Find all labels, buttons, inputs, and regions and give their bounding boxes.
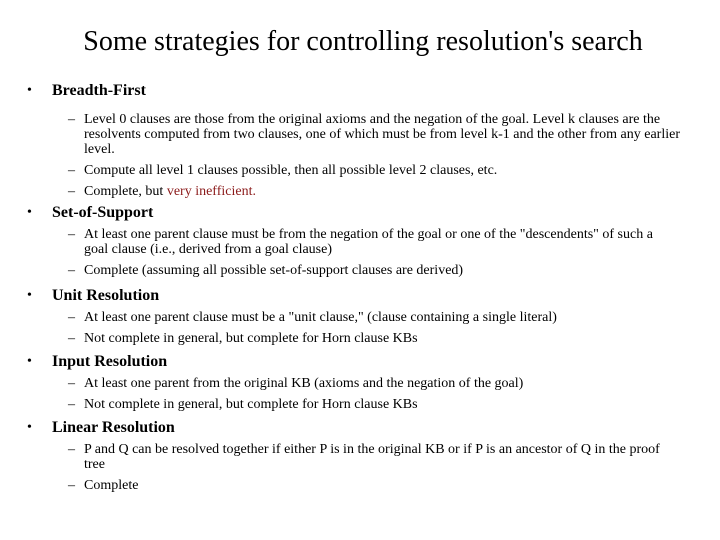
section-linear-resolution: [0, 417, 720, 499]
sub-item: – Complete: [68, 478, 139, 493]
section-input-resolution: [0, 351, 720, 418]
section-breadth-first: [0, 80, 720, 205]
sub-item: – At least one parent clause must be from the negation of the goal or one of the "descendents" of such a goal clause (i.e., derived from a goal clause): [68, 227, 653, 257]
sub-item: – Not complete in general, but complete for Horn clause KBs: [68, 331, 418, 346]
dash-icon: –: [68, 112, 75, 127]
sub-item: – Level 0 clauses are those from the original axioms and the negation of the goal. Level k clauses are the resolvents computed from two clauses, one of which must be from level k-1 and the other from any earlier level.: [68, 112, 680, 157]
dash-icon: –: [68, 310, 75, 325]
bullet-icon: •: [27, 354, 32, 369]
section-heading: Unit Resolution: [52, 287, 160, 304]
bullet-icon: •: [27, 205, 32, 220]
dash-icon: –: [68, 263, 75, 278]
sub-item: – Complete (assuming all possible set-of-support clauses are derived): [68, 263, 464, 278]
slide-title: Some strategies for controlling resolution's search: [83, 26, 643, 57]
sub-item: – At least one parent from the original KB (axioms and the negation of the goal): [68, 376, 524, 391]
dash-icon: –: [68, 184, 75, 199]
section-heading: Breadth-First: [52, 82, 146, 99]
section-heading: Input Resolution: [52, 353, 168, 370]
bullet-icon: •: [27, 420, 32, 435]
sub-item: – Not complete in general, but complete for Horn clause KBs: [68, 397, 418, 412]
bullet-icon: •: [27, 288, 32, 303]
dash-icon: –: [68, 478, 75, 493]
dash-icon: –: [68, 376, 75, 391]
dash-icon: –: [68, 331, 75, 346]
sub-item: – Compute all level 1 clauses possible, then all possible level 2 clauses, etc.: [68, 163, 498, 178]
sub-item: – At least one parent clause must be a "unit clause," (clause containing a single literal): [68, 310, 557, 325]
sub-item: – Complete, but very inefficient.: [68, 184, 256, 199]
section-unit-resolution: [0, 285, 720, 352]
highlight-text: very inefficient.: [166, 184, 256, 199]
section-set-of-support: [0, 202, 720, 284]
dash-icon: –: [68, 163, 75, 178]
bullet-icon: •: [27, 83, 32, 98]
dash-icon: –: [68, 397, 75, 412]
dash-icon: –: [68, 227, 75, 242]
sub-item: – P and Q can be resolved together if either P is in the original KB or if P is an ancestor of Q in the proof tree: [68, 442, 660, 472]
section-heading: Set-of-Support: [52, 204, 154, 221]
dash-icon: –: [68, 442, 75, 457]
section-heading: Linear Resolution: [52, 419, 175, 436]
